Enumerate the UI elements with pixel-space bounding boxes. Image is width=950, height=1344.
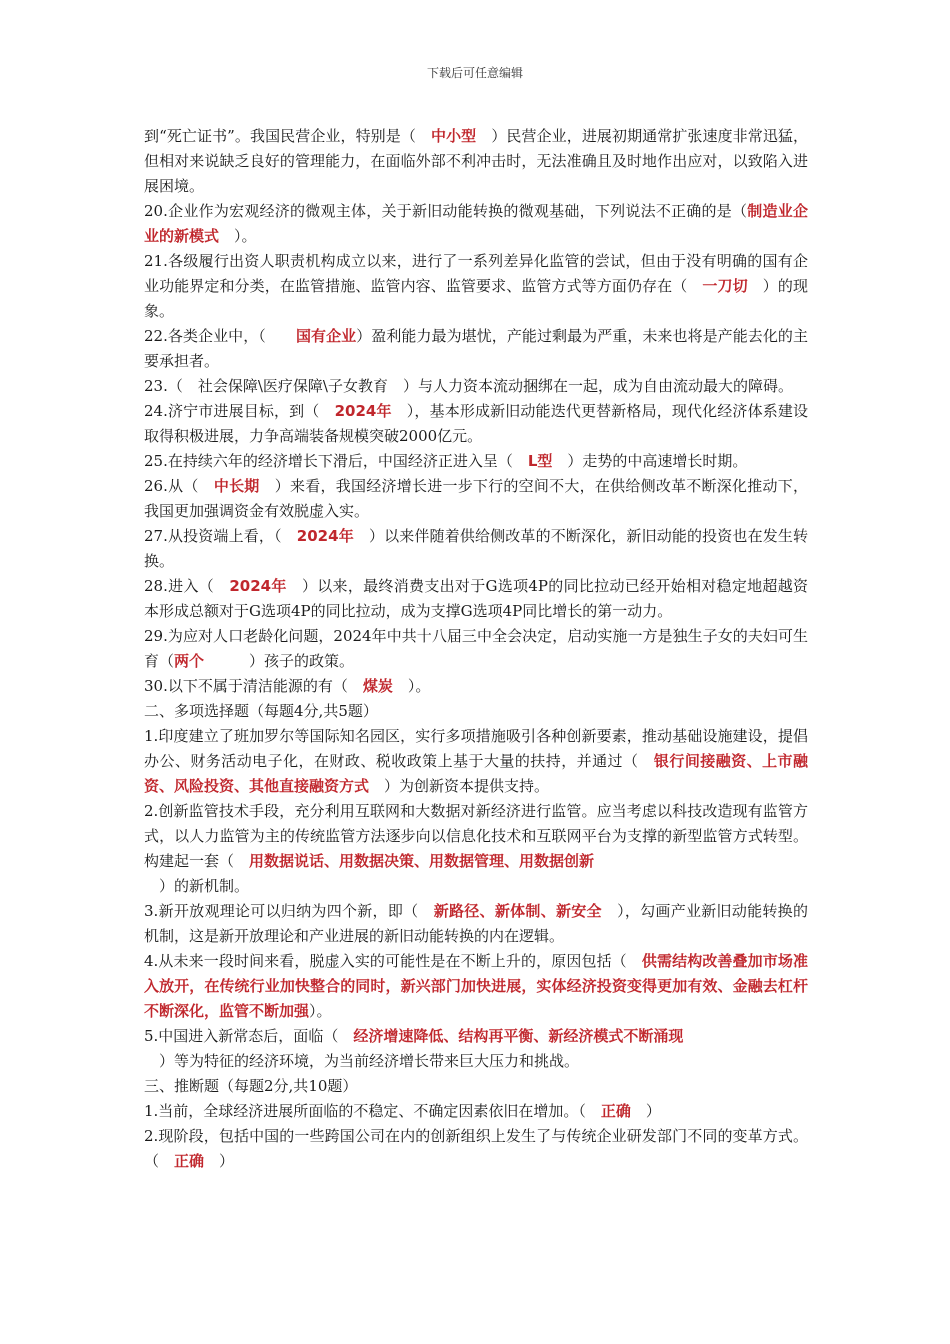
question-paragraph — [144, 1074, 808, 1099]
question-text: 1.印度建立了班加罗尔等国际知名园区，实行多项措施吸引各种创新要素，推动基础设施建设，提倡办公、财务活动电子化，在财政、税收政策上基于大量的扶持，并通过（ — [144, 727, 808, 770]
answer-text: 中长期 — [213, 477, 260, 495]
question-paragraph — [144, 1099, 808, 1124]
question-paragraph — [144, 574, 808, 624]
question-paragraph — [144, 724, 808, 799]
question-text: 二、多项选择题（每题4分,共5题） — [144, 702, 378, 720]
question-paragraph — [144, 1124, 808, 1174]
question-text: 1.当前，全球经济进展所面临的不稳定、不确定因素依旧在增加。（ — [144, 1102, 601, 1120]
question-text-end: ）走势的中高速增长时期。 — [552, 452, 748, 470]
answer-text: 用数据说话、用数据决策、用数据管理、用数据创新 — [249, 852, 595, 870]
question-text-end: ）。 — [309, 1002, 332, 1020]
answer-text: 国有企业 — [295, 327, 357, 345]
question-text: 到“死亡证书”。我国民营企业，特别是（ — [144, 127, 431, 145]
question-paragraph — [144, 624, 808, 674]
question-text: 5.中国进入新常态后，面临（ — [144, 1027, 354, 1045]
question-text-end: ）孩子的政策。 — [204, 652, 355, 670]
question-text-end: ）等为特征的经济环境，为当前经济增长带来巨大压力和挑战。 — [159, 1052, 580, 1070]
question-paragraph — [144, 374, 808, 399]
question-text: 29.为应对人口老龄化问题，2024年中共十八届三中全会决定，启动实施一方是独生子女的夫妇可生育（ — [144, 627, 808, 670]
question-text-end: ）来看，我国经济增长进一步下行的空间不大，在供给侧改革不断深化推动下，我国更加强调资金有效脱虚入实。 — [144, 477, 808, 520]
question-text-end: ）为创新资本提供支持。 — [369, 777, 550, 795]
question-text-end: ）盈利能力最为堪忧，产能过剩最为严重，未来也将是产能去化的主要承担者。 — [144, 327, 808, 370]
question-text-end: ） — [630, 1102, 661, 1120]
question-text-end: ）。 — [392, 677, 431, 695]
question-text: 3.新开放观理论可以归纳为四个新，即（ — [144, 902, 434, 920]
question-text-end: ），基本形成新旧动能迭代更替新格局，现代化经济体系建设取得积极进展，力争高端装备规模突破2000亿元。 — [144, 402, 808, 445]
question-text: 25.在持续六年的经济增长下滑后，中国经济正进入呈（ — [144, 452, 528, 470]
question-paragraph — [144, 474, 808, 524]
question-text: 三、推断题（每题2分,共10题） — [144, 1077, 358, 1095]
question-paragraph — [144, 699, 808, 724]
question-text: 26.从（ — [144, 477, 214, 495]
question-paragraph — [144, 949, 808, 1024]
question-text: 28.进入（ — [144, 577, 230, 595]
question-text: 30.以下不属于清洁能源的有（ — [144, 677, 363, 695]
question-text-end: ）以来，最终消费支出对于G选项4P的同比拉动已经开始相对稳定地超越资本形成总额对于G选项4P的同比拉动，成为支撑G选项4P同比增长的第一动力。 — [144, 577, 809, 620]
question-text: 22.各类企业中，（ — [144, 327, 296, 345]
answer-text: 2024年 — [229, 577, 287, 595]
question-paragraph — [144, 124, 808, 199]
question-paragraph — [144, 199, 808, 249]
question-text: 2.创新监管技术手段，充分利用互联网和大数据对新经济进行监管。应当考虑以科技改造现有监管方式，以人力监管为主的传统监管方法逐步向以信息化技术和互联网平台为支撑的新型监管方式转型。构建起一套（ — [144, 802, 808, 870]
question-text: 23.（ 社会保障\医疗保障\子女教育 ）与人力资本流动捆绑在一起，成为自由流动最大的障碍。 — [144, 377, 793, 395]
question-text: 24.济宁市进展目标，到（ — [144, 402, 335, 420]
answer-text: 一刀切 — [702, 277, 748, 295]
answer-text: 正确 — [600, 1102, 631, 1120]
question-text-end: ） — [204, 1152, 235, 1170]
answer-text: 正确 — [174, 1152, 205, 1170]
question-text-end: ），勾画产业新旧动能转换的机制，这是新开放理论和产业进展的新旧动能转换的内在逻辑。 — [144, 902, 808, 945]
question-text-end: ）。 — [219, 227, 257, 245]
answer-text: 2024年 — [334, 402, 392, 420]
question-paragraph — [144, 249, 808, 324]
question-text: 2.现阶段，包括中国的一些跨国公司在内的创新组织上发生了与传统企业研发部门不同的变革方式。（ — [144, 1127, 808, 1170]
answer-text: 2024年 — [296, 527, 354, 545]
question-paragraph — [144, 524, 808, 574]
page-header: 下载后可任意编辑 — [426, 66, 523, 80]
answer-text: 供需结构改善叠加市场准入放开，在传统行业加快整合的同时，新兴部门加快进展，实体经济投资变得更加有效、金融去杠杆不断深化，监管不断加强 — [144, 952, 808, 1020]
question-text-end: ）的现象。 — [144, 277, 808, 320]
document-body — [144, 124, 808, 1174]
question-text: 4.从未来一段时间来看，脱虚入实的可能性是在不断上升的，原因包括（ — [144, 952, 642, 970]
answer-text: 新路径、新体制、新安全 — [433, 902, 602, 920]
answer-text: 银行间接融资、上市融资、风险投资、其他直接融资方式 — [144, 752, 808, 795]
answer-text: 经济增速降低、结构再平衡、新经济模式不断涌现 — [353, 1027, 684, 1045]
answer-text: 两个 — [174, 652, 205, 670]
question-paragraph — [144, 799, 808, 899]
question-text-end: ）以来伴随着供给侧改革的不断深化，新旧动能的投资也在发生转换。 — [144, 527, 809, 570]
answer-text: 中小型 — [431, 127, 477, 145]
question-paragraph — [144, 449, 808, 474]
answer-text: 制造业企业的新模式 — [144, 202, 808, 245]
question-text: 27.从投资端上看，（ — [144, 527, 297, 545]
question-text: 20.企业作为宏观经济的微观主体，关于新旧动能转换的微观基础，下列说法不正确的是（ — [144, 202, 748, 220]
question-paragraph — [144, 899, 808, 949]
question-text-end: ）民营企业，进展初期通常扩张速度非常迅猛，但相对来说缺乏良好的管理能力，在面临外部不利冲击时，无法准确且及时地作出应对，以致陷入进展困境。 — [144, 127, 808, 195]
question-text-end: ）的新机制。 — [159, 877, 250, 895]
question-paragraph — [144, 674, 808, 699]
question-paragraph — [144, 324, 808, 374]
question-paragraph — [144, 399, 808, 449]
answer-text: L型 — [527, 452, 553, 470]
answer-text: 煤炭 — [362, 677, 393, 695]
question-text: 21.各级履行出资人职责机构成立以来，进行了一系列差异化监管的尝试，但由于没有明确的国有企业功能界定和分类，在监管措施、监管内容、监管要求、监管方式等方面仍存在（ — [144, 252, 808, 295]
question-paragraph — [144, 1024, 808, 1074]
